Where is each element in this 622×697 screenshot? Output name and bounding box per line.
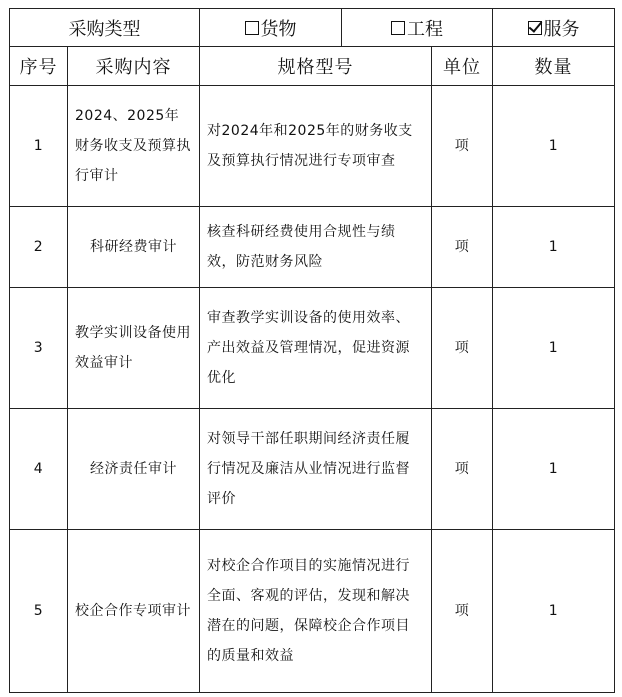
row-content: 校企合作专项审计 (68, 530, 200, 693)
row-quantity: 1 (493, 530, 615, 693)
row-unit: 项 (432, 86, 493, 207)
row-spec: 对领导干部任职期间经济责任履行情况及廉洁从业情况进行监督评价 (200, 409, 432, 530)
table-row (10, 86, 615, 207)
table-row (10, 288, 615, 409)
row-content: 2024、2025年财务收支及预算执行审计 (68, 86, 200, 207)
row-index: 4 (10, 409, 68, 530)
header-quantity: 数量 (493, 47, 615, 86)
row-quantity: 1 (493, 288, 615, 409)
table-row (10, 409, 615, 530)
row-unit: 项 (432, 530, 493, 693)
row-unit: 项 (432, 409, 493, 530)
row-content: 教学实训设备使用效益审计 (68, 288, 200, 409)
row-spec: 对2024年和2025年的财务收支及预算执行情况进行专项审查 (200, 86, 432, 207)
row-unit: 项 (432, 288, 493, 409)
row-index: 1 (10, 86, 68, 207)
row-unit: 项 (432, 207, 493, 288)
row-index: 5 (10, 530, 68, 693)
row-content: 科研经费审计 (68, 207, 200, 288)
row-spec: 核查科研经费使用合规性与绩效，防范财务风险 (200, 207, 432, 288)
option-engineering[interactable] (342, 9, 493, 47)
row-spec: 审查教学实训设备的使用效率、产出效益及管理情况，促进资源优化 (200, 288, 432, 409)
checked-checkbox-icon[interactable] (528, 21, 542, 35)
option-services-label: 服务 (543, 18, 580, 40)
table-row (10, 207, 615, 288)
row-quantity: 1 (493, 86, 615, 207)
row-content: 经济责任审计 (68, 409, 200, 530)
header-index: 序号 (10, 47, 68, 86)
procurement-table (9, 8, 615, 693)
header-spec: 规格型号 (200, 47, 432, 86)
checkbox-icon[interactable] (391, 21, 405, 35)
option-engineering-label: 工程 (407, 18, 443, 40)
option-goods-label: 货物 (260, 18, 297, 40)
table-row (10, 530, 615, 693)
checkbox-icon[interactable] (245, 21, 259, 35)
row-index: 3 (10, 288, 68, 409)
option-goods[interactable] (200, 9, 342, 47)
option-services[interactable] (493, 9, 615, 47)
header-row (10, 47, 615, 86)
row-quantity: 1 (493, 409, 615, 530)
procurement-type-row (10, 9, 615, 47)
row-spec: 对校企合作项目的实施情况进行全面、客观的评估，发现和解决潜在的问题，保障校企合作项目的质量和效益 (200, 530, 432, 693)
procurement-type-label: 采购类型 (10, 9, 200, 47)
header-unit: 单位 (432, 47, 493, 86)
row-quantity: 1 (493, 207, 615, 288)
header-content: 采购内容 (68, 47, 200, 86)
row-index: 2 (10, 207, 68, 288)
